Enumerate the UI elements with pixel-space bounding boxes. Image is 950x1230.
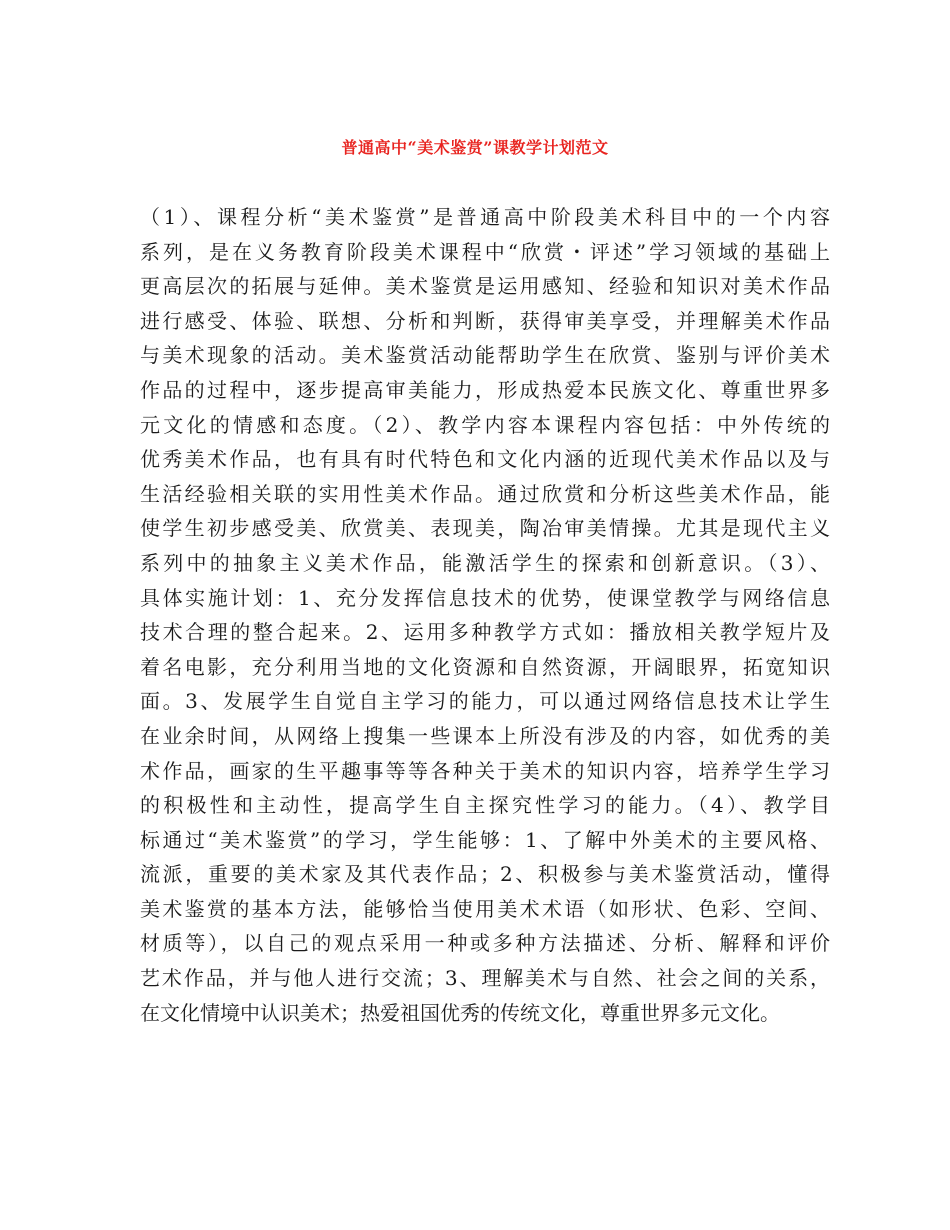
body-line: 与美术现象的活动。美术鉴赏活动能帮助学生在欣赏、鉴别与评价美术 xyxy=(140,343,830,368)
body-line: 着名电影，充分利用当地的文化资源和自然资源，开阔眼界，拓宽知识 xyxy=(140,654,830,679)
body-line: 使学生初步感受美、欣赏美、表现美，陶冶审美情操。尤其是现代主义 xyxy=(140,516,830,541)
body-line: 技术合理的整合起来。2、运用多种教学方式如：播放相关教学短片及 xyxy=(140,620,830,645)
body-line: 材质等），以自己的观点采用一种或多种方法描述、分析、解释和评价 xyxy=(140,931,830,956)
body-line: 进行感受、体验、联想、分析和判断，获得审美享受，并理解美术作品 xyxy=(140,308,830,333)
body-line: 生活经验相关联的实用性美术作品。通过欣赏和分析这些美术作品，能 xyxy=(140,481,830,506)
body-line: 更高层次的拓展与延伸。美术鉴赏是运用感知、经验和知识对美术作品 xyxy=(140,274,830,299)
body-line: 系列，是在义务教育阶段美术课程中“欣赏・评述”学习领域的基础上 xyxy=(140,239,830,264)
document-title: 普通高中“美术鉴赏”课教学计划范文 xyxy=(341,138,609,157)
body-line: 术作品，画家的生平趣事等等各种关于美术的知识内容，培养学生学习 xyxy=(140,758,830,783)
body-line: 标通过“美术鉴赏”的学习，学生能够：1、了解中外美术的主要风格、 xyxy=(140,827,830,852)
body-line: 面。3、发展学生自觉自主学习的能力，可以通过网络信息技术让学生 xyxy=(140,689,830,714)
body-line: 优秀美术作品，也有具有时代特色和文化内涵的近现代美术作品以及与 xyxy=(140,447,830,472)
body-line: 系列中的抽象主义美术作品，能激活学生的探索和创新意识。（3）、 xyxy=(140,550,830,575)
body-line: 具体实施计划：1、充分发挥信息技术的优势，使课堂教学与网络信息 xyxy=(140,585,830,610)
body-line: 的积极性和主动性，提高学生自主探究性学习的能力。（4）、教学目 xyxy=(140,793,830,818)
body-line: 在文化情境中认识美术；热爱祖国优秀的传统文化，尊重世界多元文化。 xyxy=(140,1000,780,1025)
document-body xyxy=(140,200,830,1030)
body-line: 美术鉴赏的基本方法，能够恰当使用美术术语（如形状、色彩、空间、 xyxy=(140,896,830,921)
body-line: 在业余时间，从网络上搜集一些课本上所没有涉及的内容，如优秀的美 xyxy=(140,723,830,748)
body-line: 作品的过程中，逐步提高审美能力，形成热爱本民族文化、尊重世界多 xyxy=(140,377,830,402)
body-line: 流派，重要的美术家及其代表作品；2、积极参与美术鉴赏活动，懂得 xyxy=(140,862,830,887)
body-line: （1）、课程分析“美术鉴赏”是普通高中阶段美术科目中的一个内容 xyxy=(140,205,830,229)
body-line: 艺术作品，并与他人进行交流；3、理解美术与自然、社会之间的关系， xyxy=(140,966,830,991)
body-line: 元文化的情感和态度。（2）、教学内容本课程内容包括：中外传统的 xyxy=(140,412,830,437)
